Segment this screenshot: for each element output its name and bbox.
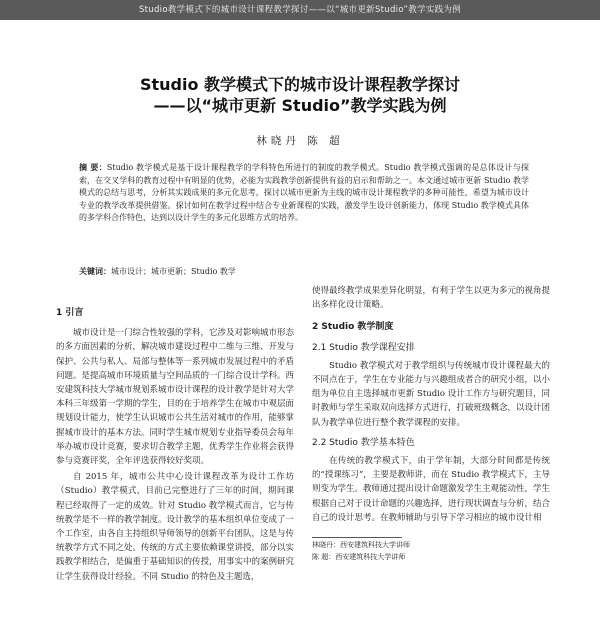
abstract-label: 摘 要： xyxy=(79,163,107,172)
paragraph: 自 2015 年，城市公共中心设计课程改革为设计工作坊（Studio）教学模式，目前已完整进行了三年的时间，期间课程已经取得了一定的成效。针对 Studio 教学模式而言，它与传统教学是不一样的教学制度。设计教学的基本组织单位变成了一个工作室，由各自主持组织导师领导的创新平台团队，这是与传统教学方式不同之处。传统的方式主要依赖课堂讲授，部分以实践教学相结合，是偏重于基础知识的传授，用事实中的案例研究让学生获得设计经验。不同 Studio 的特色及主题选， xyxy=(56,472,295,582)
left-column xyxy=(56,298,294,586)
keywords-label: 关键词： xyxy=(79,267,111,276)
section-1-heading: 1 引言 xyxy=(56,308,84,318)
section-2-2-heading: 2.2 Studio 教学基本特色 xyxy=(312,437,415,448)
paragraph: 在传统的教学模式下，由于学年制，大部分时间都是传统的“授课练习”，主要是教师讲，而在 Studio 教学模式下，主导则变为学生。教师通过提出设计命题激发学生主观能动性，学生根据自己对于设计命题的兴趣选择，进行现状调查与分析，结合自己的设计思考。在教师辅助与引导下学习相应的城市设计相 xyxy=(312,456,551,523)
section-2-heading: 2 Studio 教学制度 xyxy=(312,322,394,333)
keywords-text: 城市设计；城市更新；Studio 教学 xyxy=(111,267,236,276)
footnote: 林晓丹：西安建筑科技大学讲师 xyxy=(312,541,410,550)
running-header: Studio教学模式下的城市设计课程教学探讨——以“城市更新Studio”教学实践为例 xyxy=(0,0,600,20)
paragraph: 使得最终教学成果差异化明显，有利于学生以更为多元的视角提出多样化设计策略。 xyxy=(312,286,551,311)
right-column xyxy=(312,284,550,564)
abstract-text: Studio 教学模式是基于设计课程教学的学科特色所进行的制度的教学模式。Studio 教学模式强调的是总体设计与探索，在交叉学科的教育过程中有明显的优势，必能为实践教学创新提供有益的启示和帮助之一。本文通过城市更新 Studio 教学模式的总结与思考，分析其实践成果的多元化思考，探讨以城市更新为主线的城市设计课程教学的多种可能性，希望为城市设计专业的教学改革提供借鉴。探讨如何在教学过程中结合专业新课程的实践，激发学生设计创新能力，体现 Studio 教学模式具体的多学科合作特色，达到以设计学生的多元化思维方式的培养。 xyxy=(79,163,529,223)
article-title-line2: ——以“城市更新 Studio”教学实践为例 xyxy=(153,96,447,115)
paragraph: Studio 教学模式对于教学组织与传统城市设计课程最大的不同点在于，学生在专业能力与兴趣组成者合的研究小组，以小组为单位自主选择城市更新 Studio 设计工作方与研究题目，同时教师与学生采取双向选择方式进行，打破班级概念，以设计团队为教学单位进行整个教学课程的安排。 xyxy=(312,360,551,428)
authors: 林晓丹 陈 超 xyxy=(256,135,344,147)
footnote: 陈 超：西安建筑科技大学讲师 xyxy=(312,553,406,562)
abstract xyxy=(79,162,529,225)
section-2-1-heading: 2.1 Studio 教学课程安排 xyxy=(312,342,415,353)
keywords xyxy=(79,266,529,278)
article-title-line1: Studio 教学模式下的城市设计课程教学探讨 xyxy=(139,75,461,94)
paragraph: 城市设计是一门综合性较强的学科，它涉及对影响城市形态的多方面因素的分析，解决城市建设过程中二维与三维、开发与保护、公共与私人、局部与整体等一系列城市发展过程中的矛盾问题。是提高城市环境质量与空间品质的一门综合设计学科。西安建筑科技大学城市规划系城市设计课程的设计教学是针对大学本科三年级第一学期的学生，目的在于培养学生在城市中观层面规划设计能力，使学生认识城市公共生活对城市的作用，能够掌握城市设计的基本方法。同时学生城市规划专业指导委员会每年举办城市设计竞赛，要求切合教学主题，优秀学生作业将会获得参与竞赛评奖，全年评选获得较好奖项。 xyxy=(56,328,295,467)
